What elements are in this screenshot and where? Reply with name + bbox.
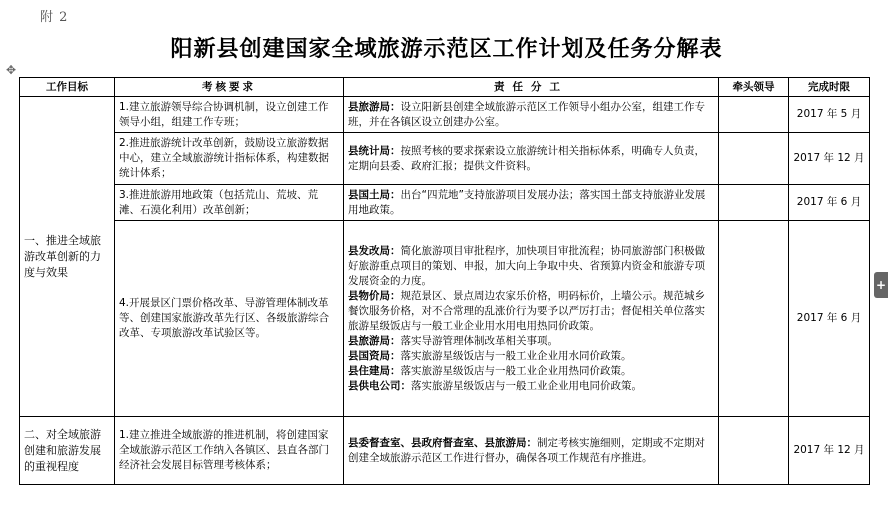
responsibility-cell: [344, 133, 719, 185]
dept-name: 县旅游局：: [348, 100, 401, 113]
goal-cell: 一、推进全域旅游改革创新的力度与效果: [20, 97, 115, 417]
header-goal: 工作目标: [20, 78, 115, 97]
requirement-cell: 4.开展景区门票价格改革、导游管理体制改革等、创建国家旅游改革先行区、各级旅游综合改革、专项旅游改革试验区等。: [115, 221, 344, 417]
annex-label: 附 2: [40, 10, 69, 25]
header-leader: 牵头领导: [719, 78, 789, 97]
dept-name: 县旅游局：: [348, 334, 401, 347]
duty-text: 出台“四荒地”支持旅游项目发展办法；落实国土部支持旅游业发展用地政策。: [348, 188, 706, 216]
deadline-cell: 2017 年 6 月: [789, 185, 870, 221]
deadline-cell: 2017 年 12 月: [789, 417, 870, 485]
page-title: 阳新县创建国家全域旅游示范区工作计划及任务分解表: [170, 36, 723, 62]
table-row: [20, 97, 870, 133]
duty-text: 简化旅游项目审批程序，加快项目审批流程；协同旅游部门积极做好旅游重点项目的策划、申报，加大向上争取中央、省预算内资金和旅游专项发展资金的力度。: [348, 244, 705, 287]
dept-name: 县供电公司：: [348, 379, 411, 392]
responsibility-cell: [344, 221, 719, 417]
duty-text: 落实旅游星级饭店与一般工业企业用热同价政策。: [400, 364, 632, 377]
deadline-cell: 2017 年 5 月: [789, 97, 870, 133]
duty-text: 落实旅游星级饭店与一般工业企业用电同价政策。: [411, 379, 642, 392]
table-row: [20, 185, 870, 221]
duty-text: 规范景区、景点周边农家乐价格，明码标价，上墙公示。规范城乡餐饮服务价格，对不合常理的乱涨价行为要予以严厉打击；督促相关单位落实旅游星级饭店与一般工业企业用水用电用热同价政策。: [348, 289, 705, 332]
header-requirement: 考核要求: [115, 78, 344, 97]
dept-name: 县发改局：: [348, 244, 401, 257]
responsibility-cell: [344, 185, 719, 221]
duty-text: 制定考核实施细则，定期或不定期对创建全域旅游示范区工作进行督办，确保各项工作规范有序推进。: [348, 436, 705, 464]
dept-name: 县统计局：: [348, 144, 401, 157]
duty-text: 设立阳新县创建全域旅游示范区工作领导小组办公室，组建工作专班，并在各镇区设立创建办公室。: [348, 100, 705, 128]
duty-text: 落实导游管理体制改革相关事项。: [400, 334, 558, 347]
leader-cell: [719, 417, 789, 485]
table-header-row: [20, 78, 870, 97]
dept-name: 县国土局：: [348, 188, 401, 201]
deadline-cell: 2017 年 12 月: [789, 133, 870, 185]
requirement-cell: 3.推进旅游用地政策（包括荒山、荒坡、荒滩、石漠化利用）改革创新；: [115, 185, 344, 221]
table-row: [20, 221, 870, 417]
requirement-cell: 1.建立旅游领导综合协调机制，设立创建工作领导小组，组建工作专班；: [115, 97, 344, 133]
leader-cell: [719, 221, 789, 417]
duty-text: 落实旅游星级饭店与一般工业企业用水同价政策。: [400, 349, 632, 362]
dept-name: 县物价局：: [348, 289, 401, 302]
goal-cell: 二、对全域旅游创建和旅游发展的重视程度: [20, 417, 115, 485]
dept-name: 县委督查室、县政府督查室、县旅游局：: [348, 436, 537, 449]
header-responsibility: 责任分工: [344, 78, 719, 97]
leader-cell: [719, 185, 789, 221]
task-table: [19, 77, 870, 485]
table-row: [20, 133, 870, 185]
duty-text: 按照考核的要求探索设立旅游统计相关指标体系，明确专人负责，定期向县委、政府汇报；提供文件资料。: [348, 144, 705, 172]
requirement-cell: 1.建立推进全域旅游的推进机制，将创建国家全域旅游示范区工作纳入各镇区、县直各部门经济社会发展目标管理考核体系；: [115, 417, 344, 485]
header-deadline: 完成时限: [789, 78, 870, 97]
side-expand-icon[interactable]: +: [874, 272, 888, 298]
responsibility-cell: [344, 417, 719, 485]
deadline-cell: 2017 年 6 月: [789, 221, 870, 417]
responsibility-cell: [344, 97, 719, 133]
move-handle-icon[interactable]: ✥: [6, 63, 17, 77]
dept-name: 县国资局：: [348, 349, 401, 362]
table-row: [20, 417, 870, 485]
leader-cell: [719, 97, 789, 133]
dept-name: 县住建局：: [348, 364, 401, 377]
leader-cell: [719, 133, 789, 185]
requirement-cell: 2.推进旅游统计改革创新，鼓励设立旅游数据中心，建立全域旅游统计指标体系，构建数据统计体系；: [115, 133, 344, 185]
